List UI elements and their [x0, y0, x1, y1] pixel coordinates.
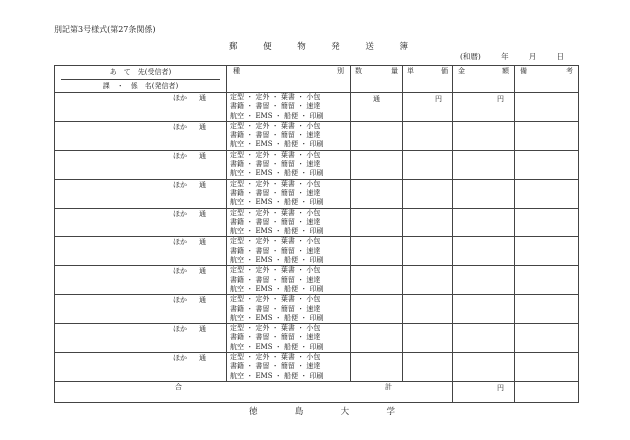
kind-header-right: 別	[337, 67, 344, 75]
kind-options-line: 書籍 ・ 書留 ・ 簡留 ・ 速達	[230, 275, 321, 284]
kind-options-line: 航空 ・ EMS ・ 船便 ・ 印刷	[230, 256, 324, 265]
ledger-table	[54, 65, 579, 403]
hoka-label: ほか	[173, 238, 187, 247]
tsu-label: 通	[199, 296, 206, 305]
hoka-label: ほか	[173, 180, 187, 189]
kind-cell[interactable]	[227, 179, 351, 208]
remarks-cell[interactable]	[515, 93, 579, 122]
kind-options-line: 航空 ・ EMS ・ 船便 ・ 印刷	[230, 284, 324, 293]
kind-options-line: 書籍 ・ 書留 ・ 簡留 ・ 速達	[230, 246, 321, 255]
amount-header-right: 額	[502, 67, 509, 75]
hoka-label: ほか	[173, 354, 187, 363]
kind-options-line: 書籍 ・ 書留 ・ 簡留 ・ 速達	[230, 131, 321, 140]
address-cell[interactable]	[55, 295, 227, 324]
amount-cell[interactable]	[453, 324, 515, 353]
amount-cell[interactable]	[453, 208, 515, 237]
quantity-cell[interactable]	[351, 179, 403, 208]
tsu-label: 通	[199, 180, 206, 189]
amount-cell[interactable]	[453, 121, 515, 150]
hoka-label: ほか	[173, 94, 187, 102]
address-header	[55, 66, 227, 93]
university-name	[249, 405, 395, 417]
university-char: 島	[294, 407, 304, 417]
hoka-label: ほか	[173, 296, 187, 305]
unit-price-cell[interactable]	[403, 295, 453, 324]
unit-price-cell[interactable]	[403, 93, 453, 122]
unit-price-cell[interactable]	[403, 324, 453, 353]
quantity-cell[interactable]	[351, 208, 403, 237]
tsu-label: 通	[199, 94, 206, 102]
kind-cell[interactable]	[227, 208, 351, 237]
unit-price-unit: 円	[435, 95, 442, 103]
unit-price-header-right: 価	[441, 67, 448, 75]
tsu-label: 通	[199, 238, 206, 247]
remarks-header	[515, 66, 579, 93]
address-cell[interactable]	[55, 179, 227, 208]
date-line	[460, 51, 564, 62]
kind-cell[interactable]	[227, 121, 351, 150]
title-char: 便	[263, 42, 272, 52]
quantity-cell[interactable]	[351, 237, 403, 266]
header-row	[55, 66, 579, 93]
remarks-cell[interactable]	[515, 295, 579, 324]
kind-header	[227, 66, 351, 93]
amount-cell[interactable]	[453, 237, 515, 266]
tsu-label: 通	[199, 209, 206, 218]
date-day: 日	[556, 52, 564, 61]
total-label-right: 計	[385, 382, 392, 391]
tsu-label: 通	[199, 151, 206, 160]
remarks-header-right: 考	[566, 67, 573, 75]
unit-price-header-left: 単	[407, 67, 414, 75]
amount-header-left: 金	[458, 67, 465, 75]
unit-price-cell[interactable]	[403, 121, 453, 150]
sender-header: 課 ・ 係 名(発信者)	[102, 81, 179, 90]
form-reference: 別記第3号様式(第27条関係)	[54, 25, 156, 34]
kind-options-line: 航空 ・ EMS ・ 船便 ・ 印刷	[230, 342, 324, 351]
kind-options-line: 書籍 ・ 書留 ・ 簡留 ・ 速達	[230, 102, 321, 111]
total-amount-cell[interactable]	[453, 381, 515, 402]
address-cell[interactable]	[55, 150, 227, 179]
page-title	[229, 40, 408, 52]
remarks-cell[interactable]	[515, 150, 579, 179]
university-char: 学	[386, 407, 395, 417]
kind-options-line: 定型 ・ 定外 ・ 葉書 ・ 小包	[230, 179, 321, 188]
kind-options-line: 定型 ・ 定外 ・ 葉書 ・ 小包	[230, 324, 321, 333]
total-row	[55, 381, 579, 402]
address-cell[interactable]	[55, 266, 227, 295]
unit-price-cell[interactable]	[403, 237, 453, 266]
address-cell[interactable]	[55, 208, 227, 237]
tsu-label: 通	[199, 325, 206, 334]
kind-options-line: 定型 ・ 定外 ・ 葉書 ・ 小包	[230, 121, 321, 130]
kind-options-line: 書籍 ・ 書留 ・ 簡留 ・ 速達	[230, 160, 321, 169]
table-row	[55, 353, 579, 382]
address-cell[interactable]	[55, 353, 227, 382]
kind-options-line: 書籍 ・ 書留 ・ 簡留 ・ 速達	[230, 188, 321, 197]
kind-options-line: 書籍 ・ 書留 ・ 簡留 ・ 速達	[230, 333, 321, 342]
table-row	[55, 179, 579, 208]
address-cell[interactable]	[55, 324, 227, 353]
unit-price-cell[interactable]	[403, 179, 453, 208]
kind-options-line: 航空 ・ EMS ・ 船便 ・ 印刷	[230, 198, 324, 207]
unit-price-cell[interactable]	[403, 353, 453, 382]
address-cell[interactable]	[55, 93, 227, 122]
kind-options-line: 航空 ・ EMS ・ 船便 ・ 印刷	[230, 140, 324, 149]
university-char: 大	[340, 407, 350, 417]
kind-cell[interactable]	[227, 353, 351, 382]
unit-price-header	[403, 66, 453, 93]
date-month: 月	[528, 52, 537, 61]
title-char: 物	[297, 42, 306, 52]
amount-cell[interactable]	[453, 93, 515, 122]
unit-price-cell[interactable]	[403, 150, 453, 179]
total-label-cell	[55, 381, 453, 402]
unit-price-cell[interactable]	[403, 266, 453, 295]
kind-options-line: 定型 ・ 定外 ・ 葉書 ・ 小包	[230, 208, 321, 217]
kind-options-line: 航空 ・ EMS ・ 船便 ・ 印刷	[230, 111, 324, 120]
recipient-header: あ て 先(受信者)	[61, 66, 220, 80]
total-amount-unit: 円	[497, 383, 504, 392]
table-row	[55, 93, 579, 122]
kind-cell[interactable]	[227, 237, 351, 266]
kind-options-line: 定型 ・ 定外 ・ 葉書 ・ 小包	[230, 266, 321, 275]
table-row	[55, 266, 579, 295]
quantity-cell[interactable]	[351, 324, 403, 353]
amount-cell[interactable]	[453, 179, 515, 208]
kind-options-line: 航空 ・ EMS ・ 船便 ・ 印刷	[230, 313, 324, 322]
address-cell[interactable]	[55, 237, 227, 266]
quantity-cell[interactable]	[351, 121, 403, 150]
kind-options-line: 航空 ・ EMS ・ 船便 ・ 印刷	[230, 169, 324, 178]
amount-unit: 円	[497, 95, 504, 103]
table-row	[55, 295, 579, 324]
remarks-cell[interactable]	[515, 237, 579, 266]
quantity-cell[interactable]	[351, 353, 403, 382]
title-char: 発	[331, 42, 340, 52]
kind-cell[interactable]	[227, 295, 351, 324]
unit-price-cell[interactable]	[403, 208, 453, 237]
kind-options-line: 航空 ・ EMS ・ 船便 ・ 印刷	[230, 227, 324, 236]
remarks-header-left: 備	[520, 67, 527, 75]
title-char: 郵	[229, 42, 238, 52]
kind-options-line: 書籍 ・ 書留 ・ 簡留 ・ 速達	[230, 304, 321, 313]
total-label-left: 合	[175, 382, 182, 391]
remarks-cell[interactable]	[515, 353, 579, 382]
amount-cell[interactable]	[453, 353, 515, 382]
title-char: 簿	[399, 42, 408, 52]
kind-options-line: 書籍 ・ 書留 ・ 簡留 ・ 速達	[230, 362, 321, 371]
table-row	[55, 208, 579, 237]
remarks-cell[interactable]	[515, 179, 579, 208]
remarks-cell[interactable]	[515, 208, 579, 237]
kind-options-line: 定型 ・ 定外 ・ 葉書 ・ 小包	[230, 353, 321, 362]
hoka-label: ほか	[173, 151, 187, 160]
table-row	[55, 121, 579, 150]
hoka-label: ほか	[173, 209, 187, 218]
quantity-header	[351, 66, 403, 93]
kind-options-line: 航空 ・ EMS ・ 船便 ・ 印刷	[230, 371, 324, 380]
kind-options-line: 書籍 ・ 書留 ・ 簡留 ・ 速達	[230, 217, 321, 226]
kind-cell[interactable]	[227, 150, 351, 179]
quantity-cell[interactable]	[351, 266, 403, 295]
date-year: 年	[501, 52, 509, 61]
kind-cell[interactable]	[227, 324, 351, 353]
quantity-header-left: 数	[355, 67, 362, 75]
tsu-label: 通	[199, 267, 206, 276]
table-row	[55, 150, 579, 179]
amount-header	[453, 66, 515, 93]
address-cell[interactable]	[55, 121, 227, 150]
tsu-label: 通	[199, 122, 206, 131]
tsu-label: 通	[199, 354, 206, 363]
date-era: (和暦)	[460, 52, 481, 61]
table-row	[55, 237, 579, 266]
kind-cell[interactable]	[227, 266, 351, 295]
remarks-cell[interactable]	[515, 324, 579, 353]
table-row	[55, 324, 579, 353]
kind-cell[interactable]	[227, 93, 351, 122]
kind-options-line: 定型 ・ 定外 ・ 葉書 ・ 小包	[230, 237, 321, 246]
remarks-cell[interactable]	[515, 266, 579, 295]
amount-cell[interactable]	[453, 150, 515, 179]
hoka-label: ほか	[173, 267, 187, 276]
quantity-cell[interactable]	[351, 295, 403, 324]
hoka-label: ほか	[173, 325, 187, 334]
hoka-label: ほか	[173, 122, 187, 131]
remarks-cell[interactable]	[515, 121, 579, 150]
university-char: 徳	[249, 407, 258, 417]
quantity-cell[interactable]	[351, 150, 403, 179]
kind-options-line: 定型 ・ 定外 ・ 葉書 ・ 小包	[230, 295, 321, 304]
amount-cell[interactable]	[453, 295, 515, 324]
title-char: 送	[365, 42, 374, 52]
quantity-unit: 通	[373, 95, 380, 103]
quantity-cell[interactable]	[351, 93, 403, 122]
total-remarks-cell[interactable]	[515, 381, 579, 402]
kind-options-line: 定型 ・ 定外 ・ 葉書 ・ 小包	[230, 150, 321, 159]
kind-options-line: 定型 ・ 定外 ・ 葉書 ・ 小包	[230, 93, 321, 101]
quantity-header-right: 量	[391, 67, 398, 75]
kind-header-left: 種	[233, 67, 240, 75]
amount-cell[interactable]	[453, 266, 515, 295]
